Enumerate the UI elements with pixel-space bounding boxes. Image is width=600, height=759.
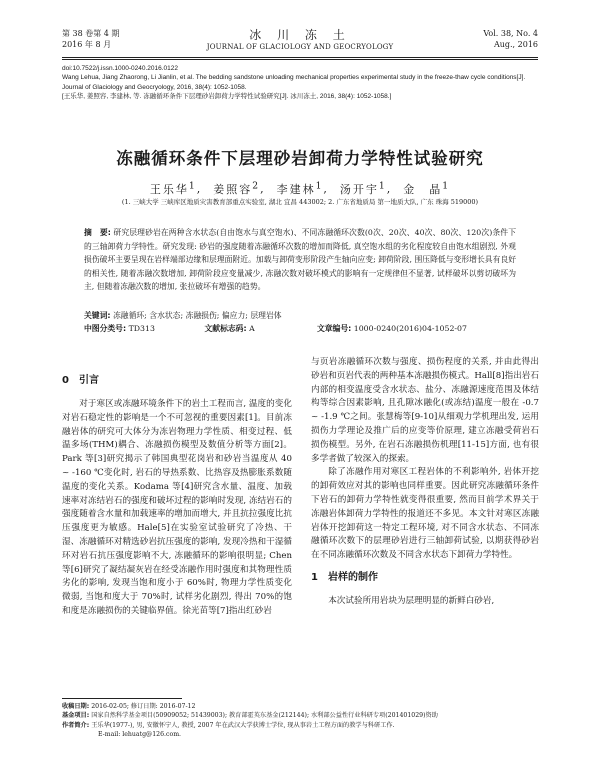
author: 李建林$^1$ bbox=[276, 180, 324, 196]
journal-title-cn: 冰 川 冻 土 bbox=[249, 28, 351, 42]
fund-line: 基金项目: 国家自然科学基金项目(50909052; 51439003); 教育部霍英东基金(212144); 水利部公益性行业科研专项(201401029)资助 bbox=[62, 712, 438, 720]
author: 汤开宇$^1$ bbox=[339, 180, 387, 196]
header-rule-thin bbox=[62, 59, 538, 60]
author-bio-line: 作者简介: 王乐华(1977-), 男, 安徽怀宁人, 教授, 2007 年在武汉大学获博士学位, 现从事岩土工程方面的教学与科研工作. bbox=[62, 721, 395, 729]
doc-label: 文献标志码: bbox=[204, 324, 247, 333]
doc-value: A bbox=[249, 324, 255, 333]
intro-paragraph-1: 对于寒区或冻融环境条件下的岩土工程而言, 温度的变化对岩石稳定性的影响是一个不可忽视的重要因素[1]。目前冻融岩体的研究可大体分为冻岩物理力学性质、相变过程、低温多场(THM)耦合、冻融损伤模型及数值分析等方面[2]。Park 等[3]研究揭示了韩国典型花岗岩和砂岩当温度从 40 ~ -160 ℃变化时, 岩石的导热系数、比热容及热膨胀系数随温度的变化关系。Kodama 等[4]研究含水量、温度、加载速率对冻结岩石的强度和破坏过程的影响时发现, 冻结岩石的强度随着含水量和加载速率的增加而增大, 并且抗拉强度比抗压强度更为敏感。Hale[5]在实验室试验研究了冷热、干湿、冻融循环对精选砂岩抗压强度的影响, 发现冷热和干湿循环对岩石抗压强度影响不大, 冻融循环的影响很明显; Chen 等[6]研究了凝结凝灰岩在经受冻融作用时强度和其物理性质劣化的影响, 发现当饱和度小于 60%时, 物理力学性质变化微弱, 当饱和度大于 70%时, 试样劣化剧烈, 得出 70%的饱和度是冻融损伤的关键临界值。徐光苗等[7]指出红砂岩 bbox=[62, 399, 292, 616]
footnote bbox=[62, 702, 538, 740]
header-rule bbox=[62, 57, 538, 58]
footnote-rule bbox=[62, 698, 182, 699]
abstract-text: 研究层理砂岩在两种含水状态(自由饱水与真空饱水)、不同冻融循环次数(0次、20次、40次、80次、120次)条件下的三轴卸荷力学特性。研究发现: 砂岩的强度随着冻融循环次数的增加而降低, 真空饱水组的劣化程度较自由饱水组剧烈, 外观损伤破坏主要呈现在岩样端部边缘和层理面附近。加载与卸荷变形阶段产生轴向应变; 卸荷阶段, 围压降低与变形增长具有良好的相关性, 随着冻融次数增加, 卸荷阶段应变量减少, 冻融次数对破坏模式的影响有一定规律但不显著, 试样破坏以剪切破坏为主, 但随着冻融次数的增加, 张拉破坏有增强的趋势。 bbox=[84, 228, 516, 292]
intro-paragraph-2: 除了冻融作用对寒区工程岩体的不利影响外, 岩体开挖的卸荷效应对其的影响也同样重要。因此研究冻融循环条件下岩石的卸荷力学特性就变得很重要, 然而目前学术界关于冻融岩体卸荷力学特性的报道还不多见。本文针对寒区冻融岩体开挖卸荷这一特定工程环境, 对不同含水状态、不同冻融循环次数下的层理砂岩进行三轴卸荷试验, 以期获得砂岩在不同冻融循环次数及不同含水状态下卸荷力学特性。 bbox=[311, 467, 539, 561]
section1-paragraph: 本次试验所用岩块为层理明显的新鲜白砂岩, bbox=[328, 595, 495, 606]
email-line[interactable]: E-mail: lehuatg@126.com. bbox=[98, 731, 182, 739]
citation bbox=[62, 73, 538, 102]
section-heading-intro: 0 引言 bbox=[62, 375, 99, 386]
received-line: 收稿日期: 2016-02-05; 修订日期: 2016-07-12 bbox=[62, 703, 196, 710]
article-title: 冻融循环条件下层理砂岩卸荷力学特性试验研究 bbox=[116, 149, 484, 168]
clc-value: TD313 bbox=[128, 324, 155, 333]
volume-cn: 第 38 卷第 4 期 bbox=[62, 29, 120, 38]
date-cn: 2016 年 8 月 bbox=[62, 40, 112, 49]
header-right bbox=[483, 28, 538, 50]
section-heading-1: 1 岩样的制作 bbox=[311, 571, 378, 583]
author: 王乐华$^1$ bbox=[149, 180, 197, 196]
volume-en: Vol. 38, No. 4 bbox=[483, 29, 538, 38]
classification-row bbox=[84, 323, 516, 335]
intro-paragraph-1-cont: 与页岩冻融循环次数与强度、损伤程度的关系, 并由此得出砂岩和页岩代表的两种基本冻融损伤模式。Hall[8]指出岩石内部的相变温度受含水状态、盐分、冻融源速度范围及体结构等综合因素影响, 且孔隙冰融化(或冻结)温度一般在 -0.7 ~ -1.9 ℃之间。张慧梅等[9-10]从细观力学机理出发, 运用损伤力学理论及推广后的应变等价原理, 建立冻融受荷岩石损伤模型。另外, 在岩石冻融损伤机理[11-15]方面, 也有很多学者做了较深入的探索。 bbox=[311, 357, 539, 464]
abstract-label: 摘 要: bbox=[84, 228, 111, 237]
author: 姜照容$^2$ bbox=[213, 180, 261, 196]
abstract bbox=[84, 226, 516, 294]
journal-title-en: JOURNAL OF GLACIOLOGY AND GEOCRYOLOGY bbox=[206, 43, 394, 51]
author-list: 王乐华$^1$, 姜照容$^2$, 李建林$^1$, 汤开宇$^1$, 金 晶$^1$ bbox=[149, 180, 451, 196]
clc-label: 中图分类号: bbox=[84, 324, 127, 333]
article-label: 文章编号: bbox=[316, 324, 352, 333]
citation-cn: [王乐华, 姜照容, 李建林, 等. 冻融循环条件下层理砂岩卸荷力学特性试验研究[J]. 冰川冻土, 2016, 38(4): 1052-1058.] bbox=[62, 93, 392, 100]
doi[interactable]: doi:10.7522/j.issn.1000-0240.2016.0122 bbox=[62, 65, 179, 72]
keywords-label: 关键词: bbox=[84, 311, 111, 320]
article-value: 1000-0240(2016)04-1052-07 bbox=[353, 324, 467, 333]
column-left bbox=[62, 368, 292, 619]
keywords-text: 冻融循环; 含水状态; 冻融损伤; 偏应力; 层理岩体 bbox=[113, 311, 282, 320]
date-en: Aug., 2016 bbox=[493, 40, 538, 49]
citation-en: Wang Lehua, Jiang Zhaorong, Li Jianlin, et al. The bedding sandstone unloading mechanical properties experimental study in the freeze-thaw cycle conditions[J]. Journal of Glaciology and Geocryology, 2016, 38(4): 1052-1058. bbox=[62, 74, 526, 91]
author: 金 晶$^1$ bbox=[403, 180, 451, 196]
column-right bbox=[311, 356, 539, 609]
running-header bbox=[62, 28, 538, 58]
affiliation: (1. 三峡大学 三峡库区地质灾害教育部重点实验室, 湖北 宜昌 443002; 2. 广东省地质局 第一地质大队, 广东 珠海 519000) bbox=[121, 198, 479, 206]
header-center bbox=[62, 28, 538, 52]
keywords bbox=[84, 310, 516, 322]
